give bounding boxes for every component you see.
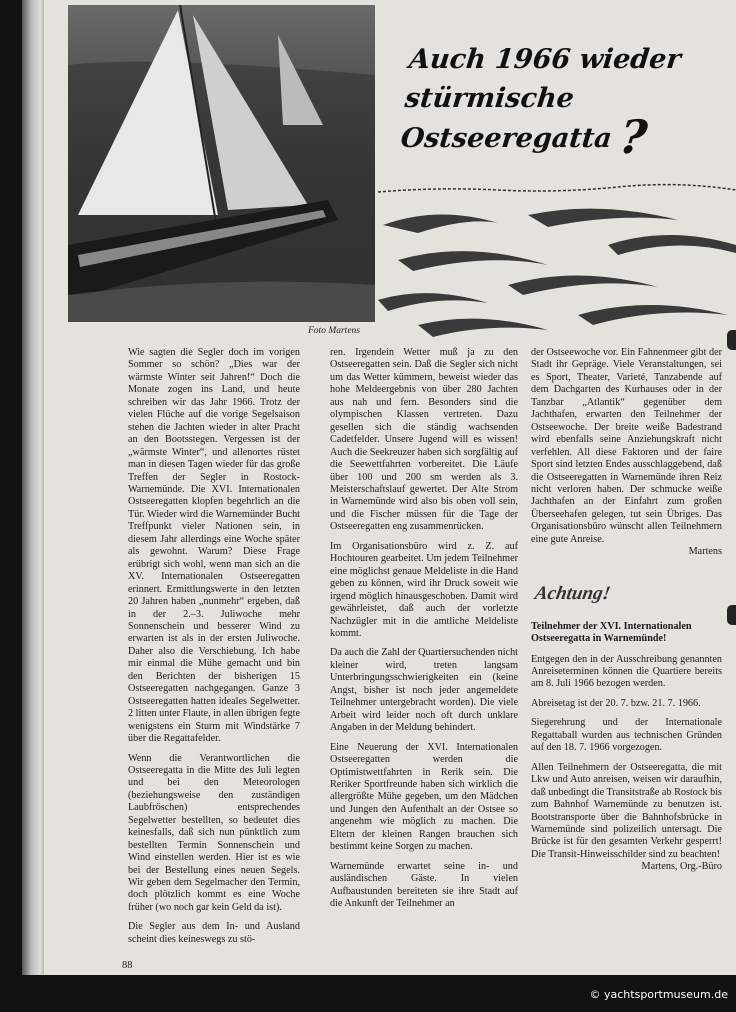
notice-heading: Achtung! [533,582,612,604]
page-tab-marker [727,605,736,625]
paragraph: Wenn die Verantwortlichen die Ostseeregatta in die Mitte des Juli legten und bei den Meteorologen (beziehungsweise den zuständigen Laubfröschen) entsprechendes Segelwetter bestellten, so bedeutet dies keinesfalls, daß sich nun pünktlich zum bestellten Termin Sonnenschein und Wind einstellen werden. Hier ist es wie bei der Bestellung eines neuen Segels. Wir geben dem Segelmacher den Termin, doch plötzlich kommt es eine Woche früher (wo noch gar kein Geld da ist). [128,752,300,913]
paragraph: Eine Neuerung der XVI. Internationalen Ostseeregatten werden die Optimistwettfahrten in Rerik sein. Die Reriker Sportfreunde haben sich wirklich die allergrößte Mühe gegeben, um den Mädchen und Jungen den Aufenthalt an der Ostsee so angenehm wie möglich zu machen. Die Eltern der kleinen Rangen brauchen sich bestimmt keine Sorgen zu machen. [330,741,518,853]
title-line-2: stürmische [403,83,576,114]
paragraph: Da auch die Zahl der Quartiersuchenden nicht kleiner wird, treten langsam Unterbringungsschwierigkeiten ein (keine Angst, bisher ist noch jeder angemeldete Teilnehmer untergebracht worden). Die viele Arbeit wird leider noch oft durch unklare Angaben in der Meldung behindert. [330,647,518,734]
paragraph: Im Organisationsbüro wird z. Z. auf Hochtouren gearbeitet. Um jedem Teilnehmer eine möglichst genaue Meldeliste in die Hand geben zu können, wird ihr Druck soweit wie irgend möglich hinausgeschoben. Damit wird gewährleistet, daß auch der vorletzte Nachzügler mit in die amtliche Meldeliste kommt. [330,540,518,639]
title-line-3 [399,110,728,164]
title-line-3-text: Ostseeregatta [399,123,614,154]
author-signature: Martens [688,546,722,558]
photo-caption: Foto Martens [308,326,360,336]
notice-paragraph: Entgegen den in der Ausschreibung genannten Anreiseterminen können die Quartiere bereits am 8. Juli 1966 bezogen werden. [531,653,722,690]
notice-box [531,621,722,874]
notice-paragraph: Allen Teilnehmern der Ostseeregatta, die mit Lkw und Auto anreisen, weisen wir daraufhin, daß unbedingt die Transitstraße ab Rostock bis zum Bahnhof Warnemünde zu benutzen ist. Bootstransporte über die Bahnhofsbrücke in Warnemünde sind polizeilich untersagt. Die Brücke ist für den gesamten Verkehr gesperrt! Die Transit-Hinweisschilder sind zu beachten! [531,761,722,860]
notice-subheading: Teilnehmer der XVI. Internationalen Ostseeregatta in Warnemünde! [531,620,692,645]
paragraph: Die Segler aus dem In- und Ausland scheint dies keineswegs zu stö- [128,921,300,945]
article-title [399,40,736,164]
sailing-yacht-photo [68,5,375,322]
paragraph: Warnemünde erwartet seine in- und ausländischen Gäste. In vielen Aufbaustunden bereiteten sie ihre Stadt auf die Ankunft der Teilnehmer an [330,860,518,910]
title-question-mark: ? [617,110,650,164]
article-column-3 [531,347,722,874]
waves-illustration [378,180,736,345]
title-line-1: Auch 1966 wieder [407,44,683,75]
paragraph: ren. Irgendein Wetter muß ja zu den Ostseeregatten sein. Daß die Segler sich nicht um das Wetter kümmern, beweist wieder das hohe Meldeergebnis von über 280 Jachten aus nah und fern. Besonders sind die olympischen Klassen vertreten. Dazu gesellen sich die ständig wachsenden Cadetfelder. Unsere Jugend will es wissen! Auch die Seekreuzer haben sich sorgfältig auf die Seewettfahrten vorbereitet. Die Läufe über 100 und 200 sm werden als 3. Meisterschaftslauf gewertet. Der Alte Strom in Warnemünde wird also bis oben voll sein, und die Fischer müssen für die Tage der Ostseeregatten eng zusammenrücken. [330,347,518,533]
notice-signature: Martens, Org.-Büro [641,861,722,873]
paragraph: der Ostseewoche vor. Ein Fahnenmeer gibt der Stadt ihr Gepräge. Viele Veranstaltungen, sei es Sport, Theater, Varieté, Tanzabende auf dem Dachgarten des Kurhauses oder in der Tanzbar „Atlantik“ gegenüber dem Jachthafen, erwarten den Teilnehmer der Ostseewoche. Der breite weiße Badestrand wird ebenfalls seine Anziehungskraft nicht verfehlen. All diese Faktoren und der faire Sport sind letzten Endes ausschlaggebend, daß die Ostseeregatten in Warnemünde ihren Reiz nicht verloren haben. Der schmucke weiße Jachthafen an der Einfahrt zum großen Überseehafen gelegen, tut sein Übriges. Das Organisationsbüro wünscht allen Teilnehmern eine gute Anreise. [531,347,722,545]
copyright-watermark: © yachtsportmuseum.de [589,988,728,1001]
notice-paragraph: Siegerehrung und der Internationale Regattaball wurden aus technischen Gründen auf den 18. 7. 1966 vorgezogen. [531,717,722,754]
article-column-1 [122,347,301,973]
paragraph: Wie sagten die Segler doch im vorigen Sommer so schön? „Dies war der wärmste Winter seit Jahren!“ Doch die Monate zogen ins Land, und heute schreiben wir das Jahr 1966. Trotz der vielen Flüche auf die vorige Segelsaison stehen die Jachten wieder in alter Pracht an den Bootsstegen. Vergessen ist der „wärmste Winter“, und allenortes rüstet man in diesen Tagen wieder für das große Treffen der Segler in Rostock-Warnemünde. Die XVI. Internationalen Ostseeregatten klopfen begehrlich an die Tür. Wieder wird die Warnemünder Bucht Treffpunkt vieler Nationen sein, in diesem Jahr allerdings eine Woche später als gewohnt. Warum? Diese Frage erübrigt sich wohl, wenn man sich an die XV. Internationalen Ostseeregatten erinnert. Ermittlungswerte in den letzten 20 Jahren haben „nunmehr“ ergeben, daß in der 2.–3. Juliwoche mehr Sonnenschein und besserer Wind zu erwarten ist als in der ersten Juliwoche. Daher also die Verschiebung. Ich habe mir einmal die Mühe gemacht und bin den Berichten der bisherigen 15 Ostseeregatten nachgegangen. Ganze 3 Ostseeregatten hatten ideales Segelwetter. 2 litten unter Flaute, in allen übrigen fegte wenigstens ein Sturm mit Windstärke 7 über die Regattafelder. [128,347,301,745]
article-column-2 [330,347,518,917]
page-tab-marker [727,330,736,350]
notice-paragraph: Abreisetag ist der 20. 7. bzw. 21. 7. 1966. [531,697,701,709]
page-number: 88 [122,960,133,972]
